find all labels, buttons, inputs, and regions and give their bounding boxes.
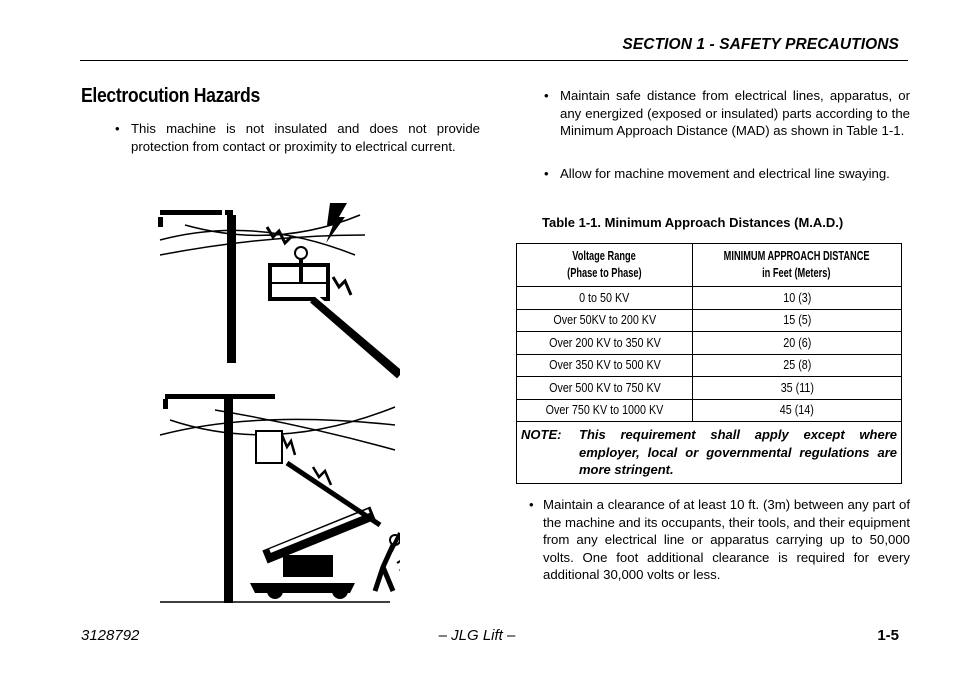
bullet-marker: • [544, 166, 549, 181]
bullet-text: Maintain a clearance of at least 10 ft. (3m) between any part of the machine and its occupants, their tools, and their equipment from any electrical line or apparatus carrying up to 50,000 volts. One foot additional clearance is required for every additional 30,000 volts or less. [543, 497, 910, 582]
electrocution-illustration [155, 195, 400, 605]
page-title: Electrocution Hazards [81, 84, 260, 107]
section-header: SECTION 1 - SAFETY PRECAUTIONS [622, 36, 899, 53]
distance-cell: 20 (6) [693, 332, 902, 355]
doc-number: 3128792 [81, 627, 140, 644]
distance-cell: 10 (3) [693, 287, 902, 310]
footer-brand: – JLG Lift – [438, 627, 516, 644]
table-header-row [517, 244, 902, 287]
note-text: This requirement shall apply except where employer, local or governmental regulations are more stringent. [579, 427, 897, 477]
voltage-cell: 0 to 50 KV [517, 287, 693, 310]
voltage-cell: Over 500 KV to 750 KV [517, 377, 693, 400]
bullet-safe-distance [544, 87, 910, 140]
bottom-scene [160, 394, 400, 603]
distance-header-line1: MINIMUM APPROACH DISTANCE [724, 249, 870, 263]
table-note [517, 422, 902, 484]
page-number: 1-5 [877, 627, 899, 644]
bullet-text: Maintain safe distance from electrical lines, apparatus, or any energized (exposed or insulated) parts according to the Minimum Approach Distance (MAD) as shown in Table 1-1. [560, 88, 910, 138]
table-row [517, 354, 902, 377]
bullet-text: This machine is not insulated and does not provide protection from contact or proximity to electrical current. [131, 121, 480, 154]
table-row [517, 332, 902, 355]
table-row [517, 287, 902, 310]
voltage-cell: Over 200 KV to 350 KV [517, 332, 693, 355]
voltage-header-line1: Voltage Range [572, 249, 637, 263]
voltage-range-header [517, 244, 693, 287]
table-note-row [517, 422, 902, 484]
voltage-header-line2: (Phase to Phase) [567, 266, 642, 280]
bullet-text: Allow for machine movement and electrical line swaying. [560, 166, 890, 181]
bullet-marker: • [115, 121, 120, 136]
distance-cell: 45 (14) [693, 399, 902, 422]
header-rule [80, 60, 908, 61]
table-row [517, 377, 902, 400]
voltage-cell: Over 50KV to 200 KV [517, 309, 693, 332]
distance-cell: 25 (8) [693, 354, 902, 377]
bullet-sway [544, 165, 910, 183]
bullet-clearance [529, 496, 910, 584]
distance-header-line2: in Feet (Meters) [762, 266, 832, 280]
bullet-marker: • [544, 88, 549, 103]
distance-cell: 15 (5) [693, 309, 902, 332]
bullet-not-insulated [115, 120, 480, 155]
distance-header [693, 244, 902, 287]
distance-cell: 35 (11) [693, 377, 902, 400]
table-row [517, 309, 902, 332]
voltage-cell: Over 750 KV to 1000 KV [517, 399, 693, 422]
top-scene [158, 203, 400, 375]
table-caption: Table 1-1. Minimum Approach Distances (M.A.D.) [542, 215, 844, 230]
note-label: NOTE: [521, 427, 562, 442]
table-row [517, 399, 902, 422]
voltage-cell: Over 350 KV to 500 KV [517, 354, 693, 377]
bullet-marker: • [529, 497, 534, 512]
mad-table [516, 243, 902, 484]
